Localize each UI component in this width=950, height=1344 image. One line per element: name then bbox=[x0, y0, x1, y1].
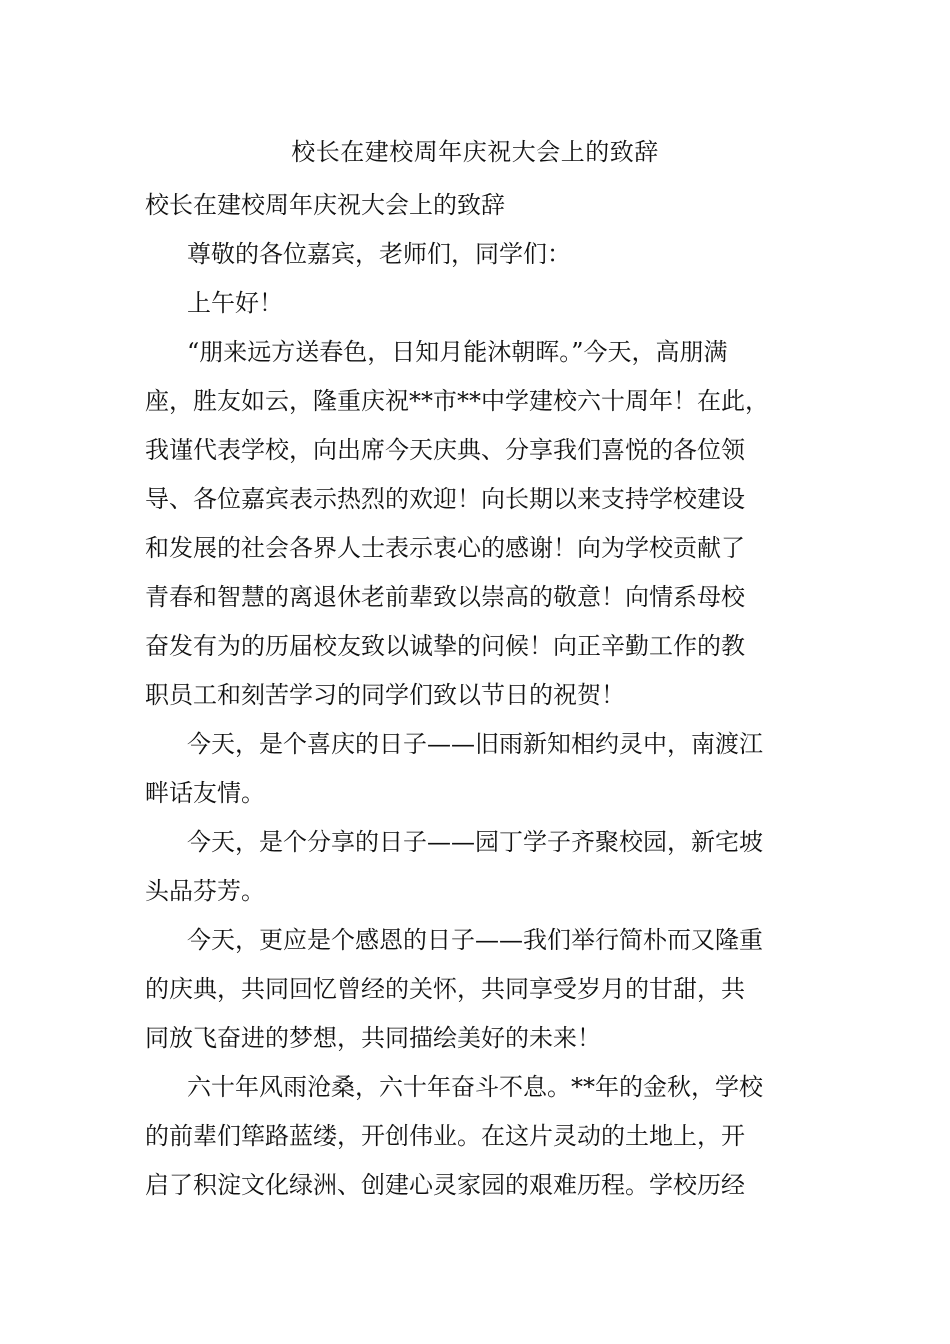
body-line-11: 职员工和刻苦学习的同学们致以节日的祝贺！ bbox=[145, 681, 625, 709]
body-line-4: “朋来远方送春色，日知月能沐朝晖。”今天，高朋满 bbox=[187, 338, 728, 366]
body-line-7: 导、各位嘉宾表示热烈的欢迎！向长期以来支持学校建设 bbox=[145, 485, 745, 513]
body-line-6: 我谨代表学校，向出席今天庆典、分享我们喜悦的各位领 bbox=[145, 436, 745, 464]
body-line-8: 和发展的社会各界人士表示衷心的感谢！向为学校贡献了 bbox=[145, 534, 745, 562]
body-line-17: 的庆典，共同回忆曾经的关怀，共同享受岁月的甘甜，共 bbox=[145, 975, 745, 1003]
body-line-21: 启了积淀文化绿洲、创建心灵家园的艰难历程。学校历经 bbox=[145, 1171, 745, 1199]
body-line-18: 同放飞奋进的梦想，共同描绘美好的未来！ bbox=[145, 1024, 601, 1052]
body-line-5: 座，胜友如云，隆重庆祝**市**中学建校六十周年！在此， bbox=[145, 387, 769, 415]
body-line-20: 的前辈们筚路蓝缕，开创伟业。在这片灵动的土地上，开 bbox=[145, 1122, 745, 1150]
document-body bbox=[145, 181, 815, 1210]
body-line-16: 今天，更应是个感恩的日子——我们举行简朴而又隆重 bbox=[187, 926, 763, 954]
body-line-1: 校长在建校周年庆祝大会上的致辞 bbox=[145, 191, 505, 219]
document-title: 校长在建校周年庆祝大会上的致辞 bbox=[291, 138, 659, 166]
body-line-15: 头品芬芳。 bbox=[145, 877, 265, 905]
body-line-10: 奋发有为的历届校友致以诚挚的问候！向正辛勤工作的教 bbox=[145, 632, 745, 660]
body-line-12: 今天，是个喜庆的日子——旧雨新知相约灵中，南渡江 bbox=[187, 730, 763, 758]
body-line-13: 畔话友情。 bbox=[145, 779, 265, 807]
body-line-2: 尊敬的各位嘉宾，老师们，同学们： bbox=[187, 240, 571, 268]
body-line-14: 今天，是个分享的日子——园丁学子齐聚校园，新宅坡 bbox=[187, 828, 763, 856]
body-line-9: 青春和智慧的离退休老前辈致以崇高的敬意！向情系母校 bbox=[145, 583, 745, 611]
body-line-19: 六十年风雨沧桑，六十年奋斗不息。**年的金秋，学校 bbox=[187, 1073, 763, 1101]
body-line-3: 上午好！ bbox=[187, 289, 283, 317]
